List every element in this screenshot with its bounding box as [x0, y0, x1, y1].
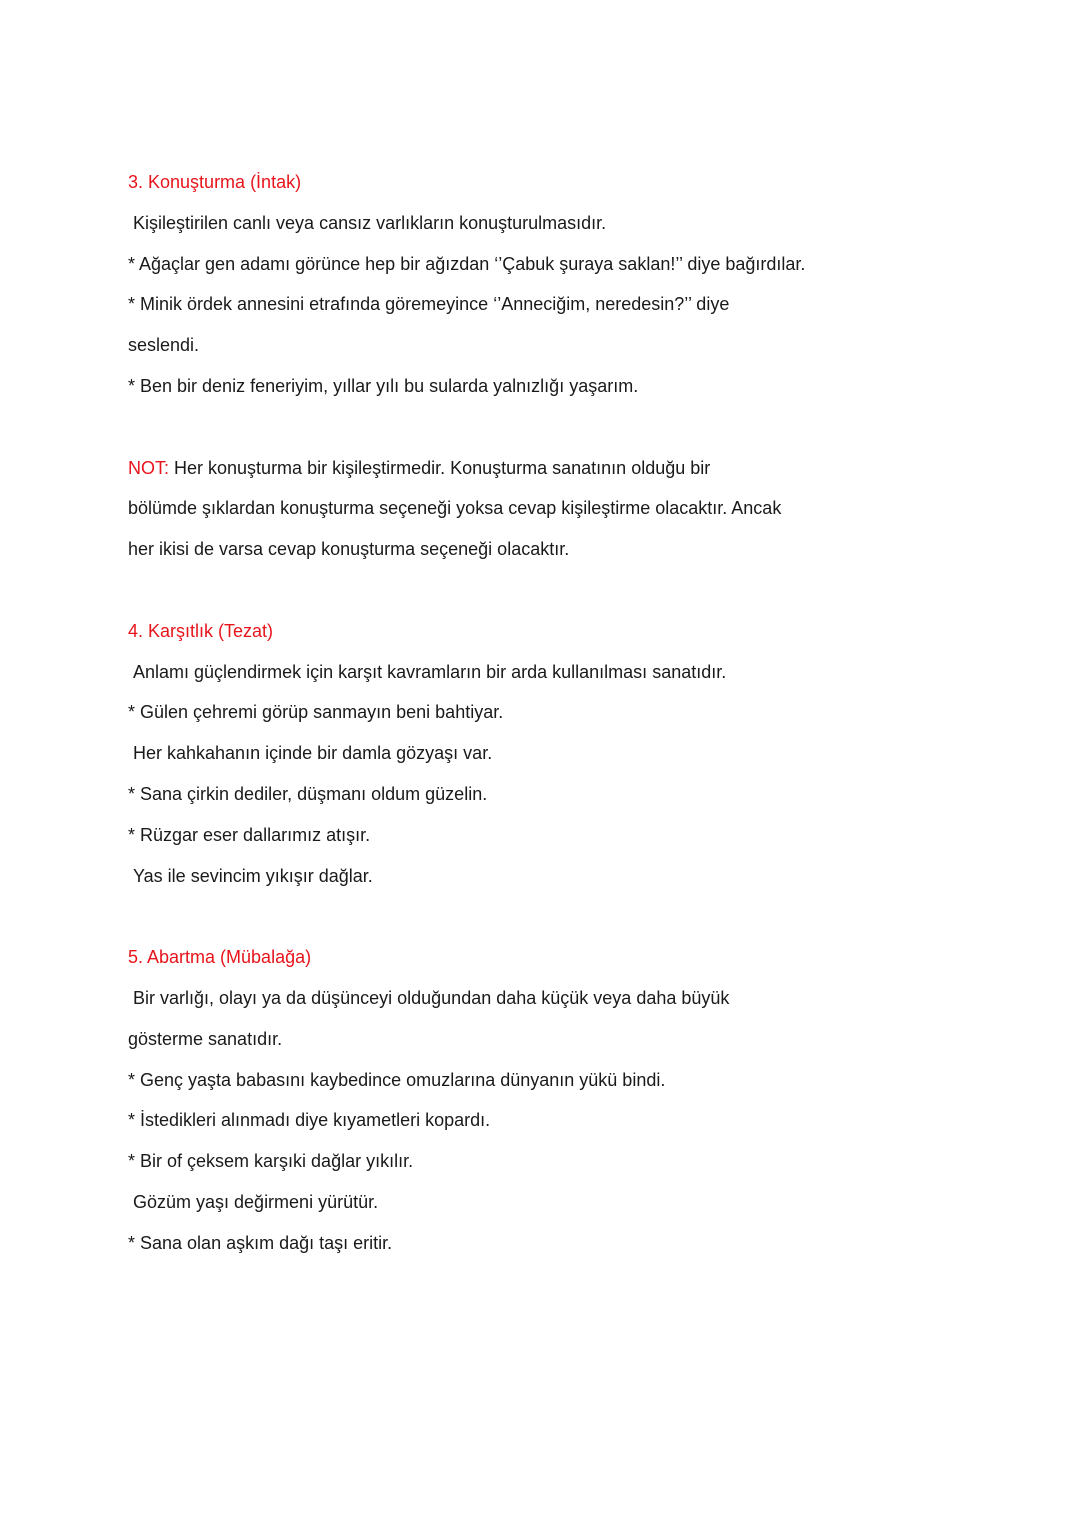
- note-text-1: Her konuşturma bir kişileştirmedir. Konuşturma sanatının olduğu bir: [169, 457, 711, 478]
- example-karsitlik-3-line2: Yas ile sevincim yıkışır dağlar.: [133, 865, 373, 886]
- example-abartma-1: * Genç yaşta babasını kaybedince omuzlarına dünyanın yükü bindi.: [128, 1069, 666, 1090]
- definition-abartma-line1: Bir varlığı, olayı ya da düşünceyi olduğundan daha küçük veya daha büyük: [133, 987, 730, 1008]
- example-abartma-2: * İstedikleri alınmadı diye kıyametleri kopardı.: [128, 1110, 491, 1131]
- example-konusturma-1: * Ağaçlar gen adamı görünce hep bir ağızdan ‘’Çabuk şuraya saklan!’’ diye bağırdılar.: [128, 253, 806, 274]
- example-konusturma-3: * Ben bir deniz feneriyim, yıllar yılı bu sularda yalnızlığı yaşarım.: [128, 375, 639, 396]
- definition-konusturma: Kişileştirilen canlı veya cansız varlıkların konuşturulmasıdır.: [133, 212, 607, 233]
- section-heading-karsitlik: 4. Karşıtlık (Tezat): [128, 620, 274, 641]
- definition-karsitlik: Anlamı güçlendirmek için karşıt kavramların bir arda kullanılması sanatıdır.: [133, 661, 727, 682]
- definition-abartma-line2: gösterme sanatıdır.: [128, 1028, 283, 1049]
- note-label: NOT:: [128, 457, 170, 478]
- section-heading-konusturma: 3. Konuşturma (İntak): [128, 172, 302, 192]
- note-line-3: her ikisi de varsa cevap konuşturma seçeneği olacaktır.: [128, 539, 570, 560]
- spacer: [128, 407, 948, 448]
- example-karsitlik-3-line1: * Rüzgar eser dallarımız atışır.: [128, 824, 371, 845]
- section-heading-abartma: 5. Abartma (Mübalağa): [128, 947, 312, 968]
- example-abartma-3-line1: * Bir of çeksem karşıki dağlar yıkılır.: [128, 1151, 414, 1172]
- example-konusturma-2-line2: seslendi.: [128, 335, 200, 356]
- example-karsitlik-1-line1: * Gülen çehremi görüp sanmayın beni bahtiyar.: [128, 702, 504, 723]
- spacer: [128, 896, 948, 937]
- example-abartma-3-line2: Gözüm yaşı değirmeni yürütür.: [133, 1191, 379, 1212]
- example-abartma-4: * Sana olan aşkım dağı taşı eritir.: [128, 1232, 393, 1253]
- note-line-1: [128, 448, 948, 489]
- example-karsitlik-2: * Sana çirkin dediler, düşmanı oldum güzelin.: [128, 783, 488, 804]
- document-page: [128, 162, 948, 1264]
- example-konusturma-2-line1: * Minik ördek annesini etrafında göremeyince ‘’Anneciğim, neredesin?’’ diye: [128, 294, 730, 315]
- spacer: [128, 570, 948, 611]
- example-karsitlik-1-line2: Her kahkahanın içinde bir damla gözyaşı var.: [133, 743, 493, 764]
- note-line-2: bölümde şıklardan konuşturma seçeneği yoksa cevap kişileştirme olacaktır. Ancak: [128, 498, 782, 519]
